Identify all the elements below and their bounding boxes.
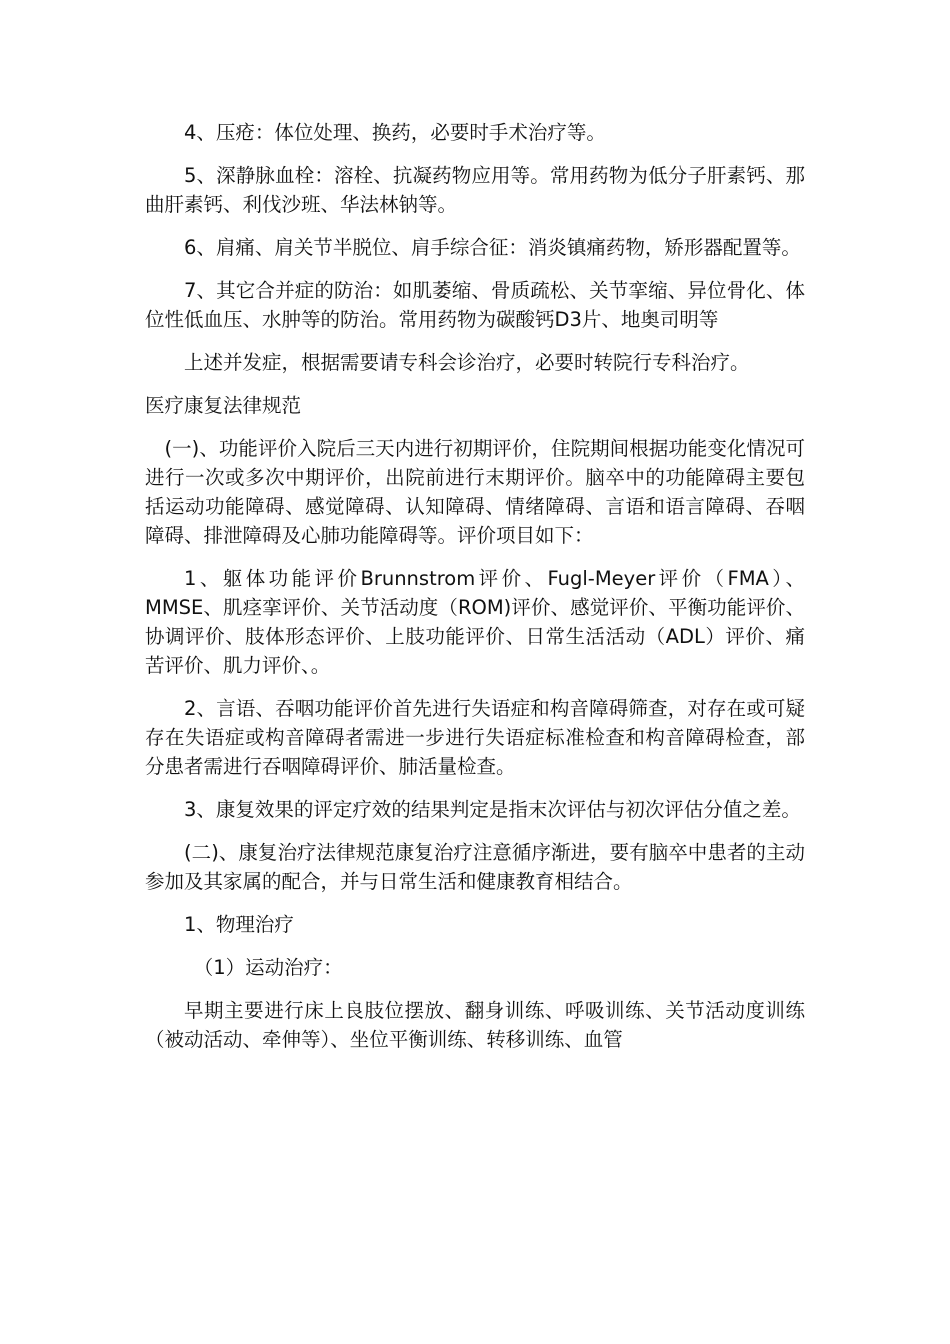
paragraph-exercise-therapy: （1）运动治疗： <box>193 956 343 979</box>
paragraph-shoulder-pain: 6、肩痛、肩关节半脱位、肩手综合征：消炎镇痛药物，矫形器配置等。 <box>184 236 801 259</box>
section-heading: 医疗康复法律规范 <box>145 394 302 417</box>
paragraph-early-training: 早期主要进行床上良肢位摆放、翻身训练、呼吸训练、关节活动度训练（被动活动、牵伸等）、坐位平衡训练、转移训练、血管 <box>145 999 805 1051</box>
paragraph-deep-vein-thrombosis: 5、深静脉血栓：溶栓、抗凝药物应用等。常用药物为低分子肝素钙、那曲肝素钙、利伐沙班、华法林钠等。 <box>145 164 805 216</box>
paragraph-rehab-effect: 3、康复效果的评定疗效的结果判定是指末次评估与初次评估分值之差。 <box>184 798 801 821</box>
paragraph-speech-swallow-evaluation: 2、言语、吞咽功能评价首先进行失语症和构音障碍筛查，对存在或可疑存在失语症或构音障碍者需进一步进行失语症标准检查和构音障碍检查，部分患者需进行吞咽障碍评价、肺活量检查。 <box>145 697 805 778</box>
document-body <box>145 118 805 1068</box>
paragraph-body-function-evaluation: 1、躯体功能评价Brunnstrom评价、Fugl-Meyer评价（FMA）、MMSE、肌痉挛评价、关节活动度（ROM)评价、感觉评价、平衡功能评价、协调评价、肢体形态评价、上肢功能评价、日常生活活动（ADL）评价、痛苦评价、肌力评价、。 <box>145 567 805 677</box>
paragraph-pressure-ulcer: 4、压疮：体位处理、换药，必要时手术治疗等。 <box>184 121 606 144</box>
paragraph-rehab-treatment-norms: (二)、康复治疗法律规范康复治疗注意循序渐进，要有脑卒中患者的主动参加及其家属的配合，并与日常生活和健康教育相结合。 <box>145 841 805 893</box>
paragraph-physical-therapy: 1、物理治疗 <box>184 913 294 936</box>
paragraph-function-evaluation: (一)、功能评价入院后三天内进行初期评价，住院期间根据功能变化情况可进行一次或多次中期评价，出院前进行末期评价。脑卒中的功能障碍主要包括运动功能障碍、感觉障碍、认知障碍、情绪障碍、言语和语言障碍、吞咽障碍、排泄障碍及心肺功能障碍等。评价项目如下： <box>145 437 805 547</box>
paragraph-consultation: 上述并发症，根据需要请专科会诊治疗，必要时转院行专科治疗。 <box>184 351 750 374</box>
paragraph-other-complications: 7、其它合并症的防治：如肌萎缩、骨质疏松、关节挛缩、异位骨化、体位性低血压、水肿等的防治。常用药物为碳酸钙D3片、地奥司明等 <box>145 279 805 331</box>
